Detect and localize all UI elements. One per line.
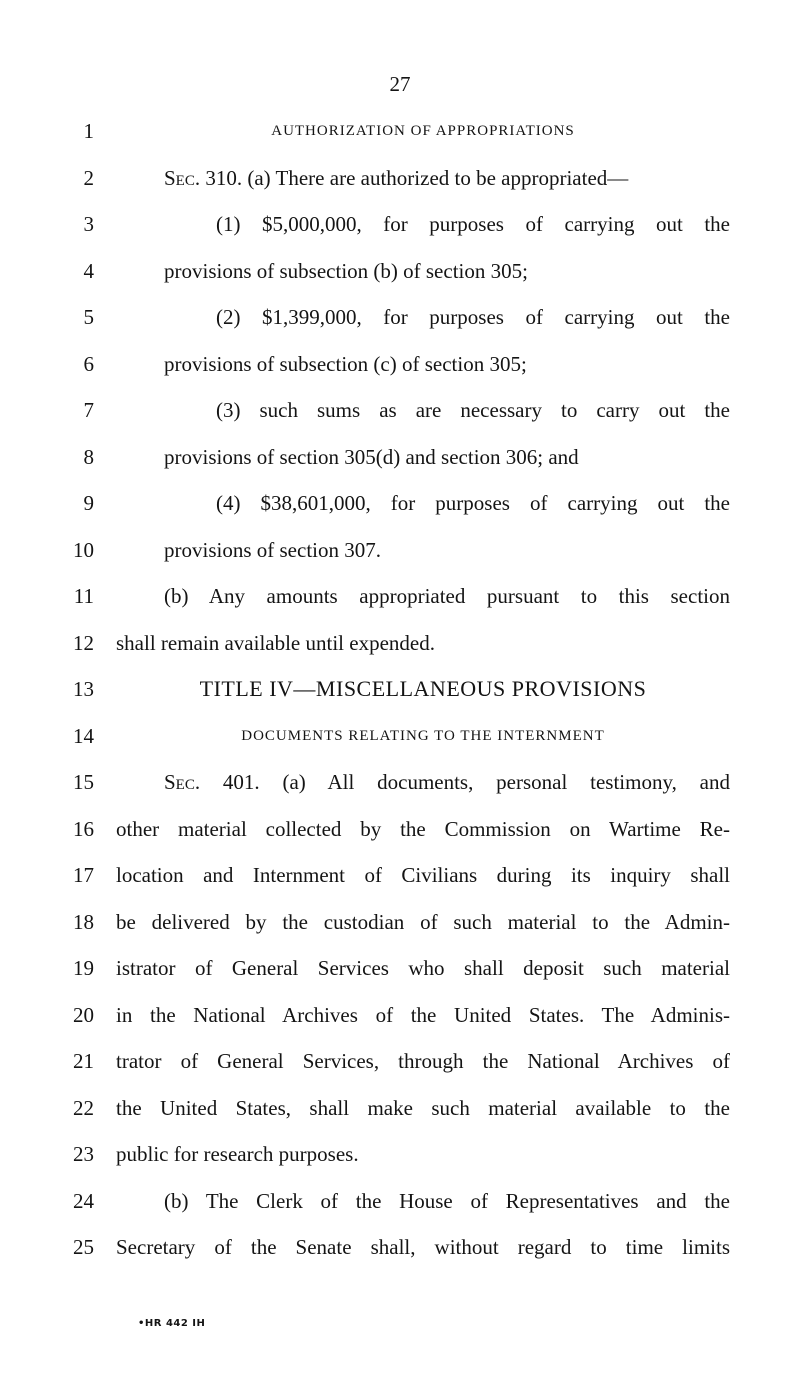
line-number: 6	[83, 351, 94, 376]
line-number: 17	[73, 863, 94, 887]
document-line	[0, 442, 800, 472]
line-number: 11	[73, 584, 94, 608]
line-number: 15	[73, 770, 94, 794]
line-number: 20	[73, 1002, 94, 1027]
document-line	[0, 1000, 800, 1030]
document-line	[0, 302, 800, 332]
line-number: 4	[83, 258, 94, 283]
document-line	[0, 535, 800, 565]
document-line	[0, 163, 800, 193]
line-text: location and Internment of Civilians during its inquiry shall	[116, 863, 730, 887]
document-line	[0, 628, 800, 658]
line-number: 12	[73, 630, 94, 655]
line-number: 9	[83, 491, 94, 515]
bill-code-footer: •HR 442 IH	[138, 1318, 206, 1329]
page-number: 27	[389, 72, 411, 96]
line-text: provisions of subsection (b) of section 305;	[164, 258, 528, 283]
document-line	[0, 581, 800, 611]
line-number: 13	[73, 677, 94, 701]
document-line	[0, 349, 800, 379]
line-number: 19	[73, 956, 94, 980]
document-line	[0, 674, 800, 704]
document-line	[0, 1232, 800, 1262]
line-text: provisions of section 307.	[164, 537, 381, 562]
document-line	[0, 1093, 800, 1123]
document-line	[0, 860, 800, 890]
line-number: 16	[73, 816, 94, 841]
line-number: 23	[73, 1142, 94, 1166]
line-body: 310. (a) There are authorized to be appropriated—	[200, 165, 629, 190]
document-line	[0, 767, 800, 797]
line-number: 21	[73, 1049, 94, 1073]
section-prefix: Sec.	[164, 770, 201, 794]
line-text: (4) $38,601,000, for purposes of carrying out the	[216, 491, 730, 515]
line-body: 401. (a) All documents, personal testimony, and	[200, 770, 730, 794]
line-number: 25	[73, 1235, 94, 1259]
line-text: (1) $5,000,000, for purposes of carrying out the	[216, 212, 730, 236]
line-number: 7	[83, 398, 94, 422]
line-text: in the National Archives of the United States. The Adminis-	[116, 1002, 730, 1027]
line-text: trator of General Services, through the National Archives of	[116, 1049, 730, 1073]
document-line	[0, 395, 800, 425]
line-text	[164, 767, 730, 797]
line-text	[164, 163, 730, 193]
line-text: istrator of General Services who shall deposit such material	[116, 956, 730, 980]
line-number: 14	[73, 723, 94, 748]
line-text: AUTHORIZATION OF APPROPRIATIONS	[271, 123, 575, 139]
line-text: the United States, shall make such material available to the	[116, 1095, 730, 1120]
line-number: 10	[73, 537, 94, 562]
line-text: DOCUMENTS RELATING TO THE INTERNMENT	[241, 727, 605, 744]
document-line	[0, 1139, 800, 1169]
line-number: 3	[83, 212, 94, 236]
line-text: (b) Any amounts appropriated pursuant to this section	[164, 584, 730, 608]
section-prefix: Sec.	[164, 165, 201, 190]
document-line	[0, 209, 800, 239]
line-number: 2	[83, 165, 94, 190]
document-line	[0, 1186, 800, 1216]
line-number: 18	[73, 909, 94, 934]
line-text: TITLE IV—MISCELLANEOUS PROVISIONS	[199, 676, 647, 701]
line-text: (3) such sums as are necessary to carry out the	[216, 398, 730, 422]
line-text: be delivered by the custodian of such material to the Admin-	[116, 909, 730, 934]
document-line	[0, 488, 800, 518]
line-number: 24	[73, 1188, 94, 1213]
line-number: 1	[83, 119, 94, 143]
document-line	[0, 721, 800, 751]
line-number: 8	[83, 444, 94, 469]
document-line	[0, 1046, 800, 1076]
line-text: provisions of section 305(d) and section 306; and	[164, 444, 579, 469]
line-text: (b) The Clerk of the House of Representatives and the	[164, 1188, 730, 1213]
line-text: public for research purposes.	[116, 1142, 359, 1166]
line-text: provisions of subsection (c) of section 305;	[164, 351, 527, 376]
document-line	[0, 116, 800, 146]
document-line	[0, 814, 800, 844]
line-text: shall remain available until expended.	[116, 630, 435, 655]
line-text: Secretary of the Senate shall, without regard to time limits	[116, 1235, 730, 1259]
line-text: other material collected by the Commission on Wartime Re-	[116, 816, 730, 841]
document-line	[0, 907, 800, 937]
line-text: (2) $1,399,000, for purposes of carrying out the	[216, 305, 730, 329]
document-line	[0, 256, 800, 286]
document-line	[0, 953, 800, 983]
line-number: 5	[83, 305, 94, 329]
line-number: 22	[73, 1095, 94, 1120]
